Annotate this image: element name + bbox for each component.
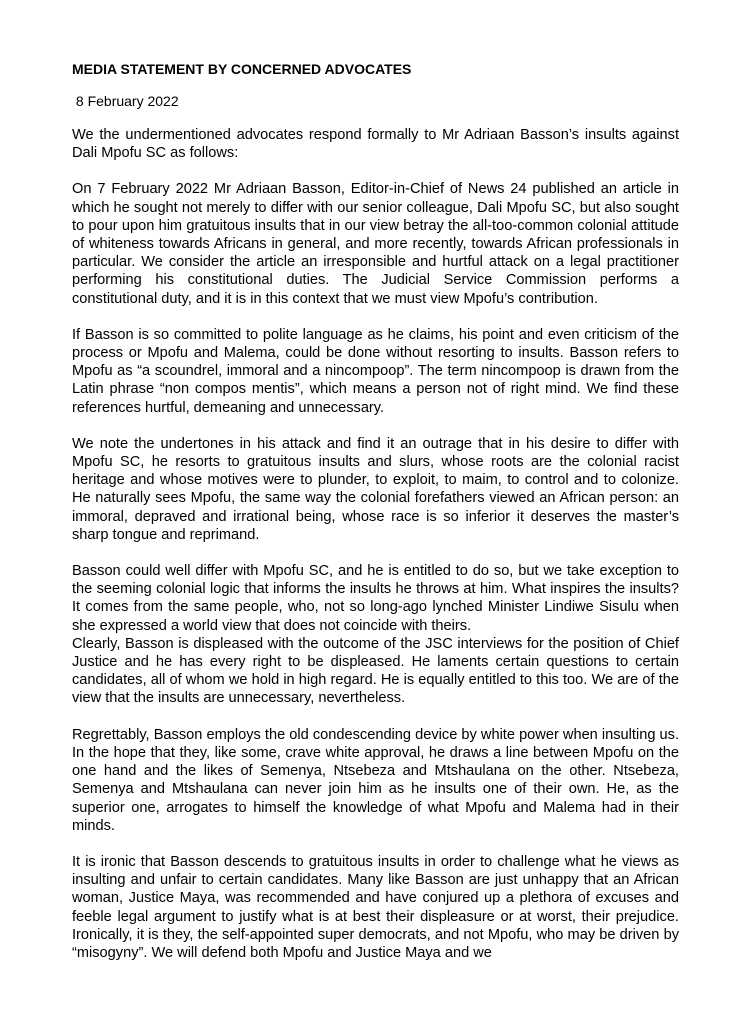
paragraph-condescending-device: Regrettably, Basson employs the old condescending device by white power when insulting us. In the hope that they, like some, crave white approval, he draws a line between Mpofu on the one hand and the likes of Semenya, Ntsebeza and Mtshaulana on the other. Ntsebeza, Semenya and Mtshaulana can never join him as he insults one of their own. He, as the superior one, arrogates to himself the knowledge of what Mpofu and Malema had in their minds. bbox=[72, 726, 679, 834]
document-date: 8 February 2022 bbox=[72, 93, 179, 109]
paragraph-intro: We the undermentioned advocates respond formally to Mr Adriaan Basson’s insults against Dali Mpofu SC as follows: bbox=[72, 127, 679, 162]
document-page bbox=[72, 60, 679, 980]
document-title: MEDIA STATEMENT BY CONCERNED ADVOCATES bbox=[72, 61, 412, 77]
paragraph-polite-language: If Basson is so committed to polite language as he claims, his point and even criticism of the process or Mpofu and Malema, could be done without resorting to insults. Basson refers to Mpofu as “a scoundrel, immoral and a nincompoop”. The term nincompoop is drawn from the Latin phrase “non compos mentis”, which means a person not of right mind. We find these references hurtful, demeaning and unnecessary. bbox=[72, 326, 679, 416]
paragraph-article: On 7 February 2022 Mr Adriaan Basson, Editor-in-Chief of News 24 published an article in which he sought not merely to differ with our senior colleague, Dali Mpofu SC, but also sought to pour upon him gratuitous insults that in our view betray the all-too-common colonial attitude of whiteness towards Africans in general, and more recently, towards African professionals in particular. We consider the article an irresponsible and hurtful attack on a legal practitioner performing his constitutional duties. The Judicial Service Commission performs a constitutional duty, and it is in this context that we must view Mpofu’s contribution. bbox=[72, 181, 679, 307]
paragraph-jsc-outcome: Clearly, Basson is displeased with the outcome of the JSC interviews for the position of Chief Justice and he has every right to be displeased. He laments certain questions to certain candidates, all of whom we hold in high regard. He is equally entitled to this too. We are of the view that the insults are unnecessary, nevertheless. bbox=[72, 635, 679, 707]
paragraph-undertones: We note the undertones in his attack and find it an outrage that in his desire to differ with Mpofu SC, he resorts to gratuitous insults and slurs, whose roots are the colonial racist heritage and whose motives were to plunder, to exploit, to maim, to control and to colonize. He naturally sees Mpofu, the same way the colonial forefathers viewed an African person: an immoral, depraved and irrational being, whose race is so inferior it deserves the master’s sharp tongue and reprimand. bbox=[72, 435, 679, 543]
paragraph-colonial-logic: Basson could well differ with Mpofu SC, and he is entitled to do so, but we take exception to the seeming colonial logic that informs the insults he throws at him. What inspires the insults? It comes from the same people, who, not so long-ago lynched Minister Lindiwe Sisulu when she expressed a world view that does not coincide with theirs. bbox=[72, 563, 679, 634]
paragraph-ironic: It is ironic that Basson descends to gratuitous insults in order to challenge what he views as insulting and unfair to certain candidates. Many like Basson are just unhappy that an African woman, Justice Maya, was recommended and have conjured up a plethora of excuses and feeble legal argument to justify what is at best their displeasure or at worst, their prejudice. Ironically, it is they, the self-appointed super democrats, and not Mpofu, who may be driven by “misogyny”. We will defend both Mpofu and Justice Maya and we bbox=[72, 853, 679, 961]
